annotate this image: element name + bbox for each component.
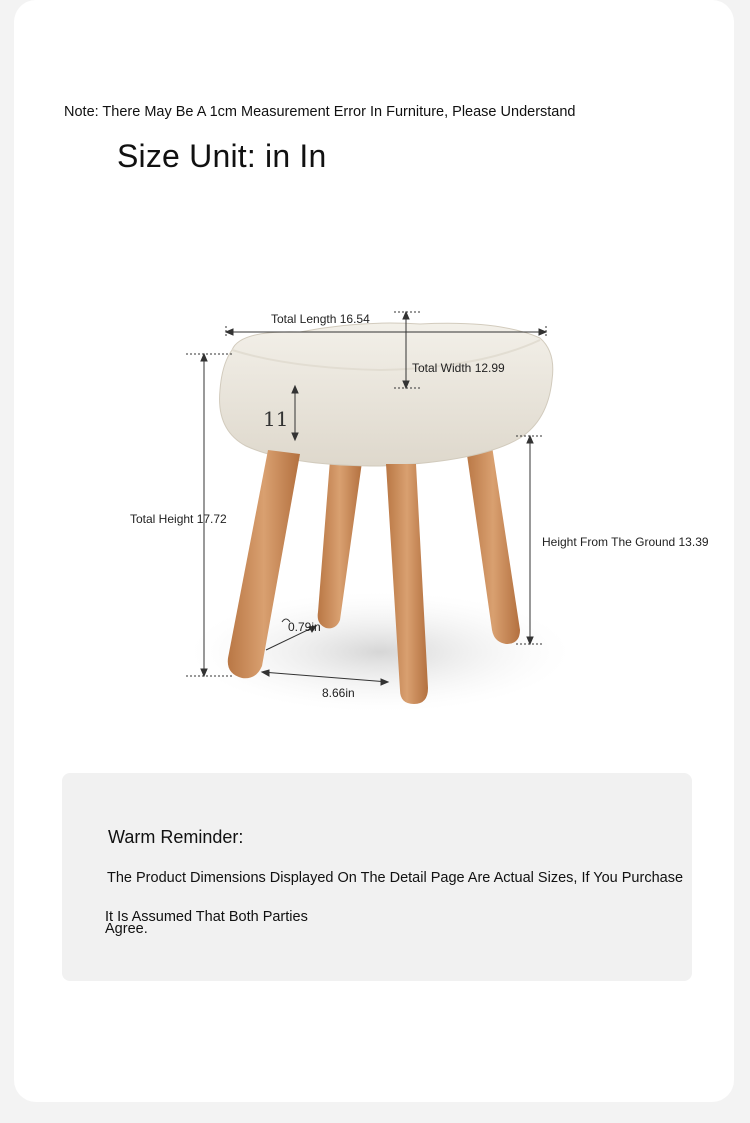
total-width-label: Total Width 12.99 — [412, 361, 505, 375]
stool-dimension-figure — [0, 290, 750, 730]
reminder-text-line-1: The Product Dimensions Displayed On The Detail Page Are Actual Sizes, If You Purchase — [107, 870, 684, 886]
warm-reminder-box — [62, 773, 692, 981]
measurement-note: Note: There May Be A 1cm Measurement Error In Furniture, Please Understand — [64, 104, 576, 120]
reminder-text-line-3: Agree. — [105, 921, 148, 937]
total-height-label: Total Height 17.72 — [130, 512, 227, 526]
seat-cushion — [220, 323, 553, 466]
stool-illustration — [0, 290, 750, 730]
reminder-title: Warm Reminder: — [108, 827, 244, 847]
leg-diameter-label: 0.79in — [288, 620, 321, 634]
seat-thickness-label: 11 — [263, 407, 289, 431]
height-from-ground-label: Height From The Ground 13.39 — [542, 535, 709, 549]
leg-spacing-label: 8.66in — [322, 686, 355, 700]
reminder-text-line-2: It Is Assumed That Both Parties — [105, 909, 308, 925]
total-length-label: Total Length 16.54 — [271, 312, 370, 326]
size-unit-heading: Size Unit: in In — [117, 138, 327, 174]
